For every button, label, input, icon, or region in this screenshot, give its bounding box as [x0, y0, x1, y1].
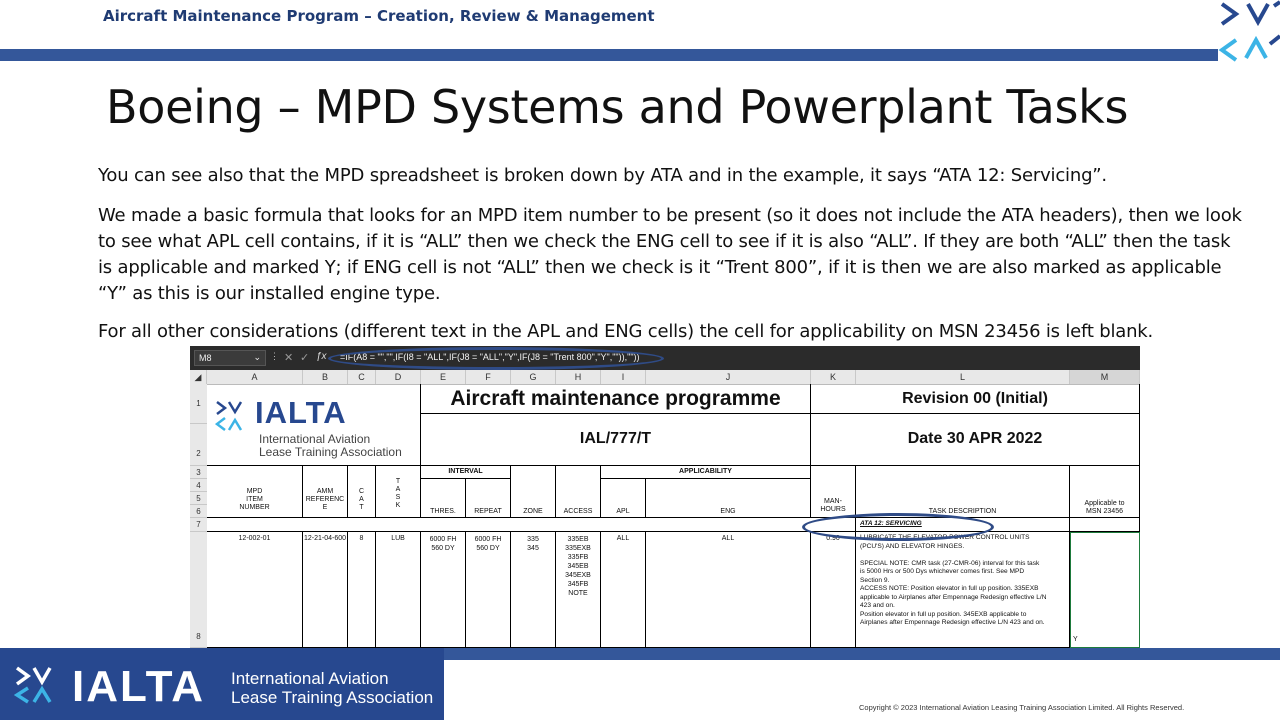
chevron-down-icon[interactable]: ⌄ [253, 352, 261, 362]
cell-applicable-selected[interactable]: Y [1070, 532, 1140, 648]
column-header[interactable]: B [303, 370, 348, 384]
column-header[interactable]: L [856, 370, 1070, 384]
cell-thres[interactable]: 6000 FH 560 DY [421, 532, 466, 648]
column-header[interactable]: F [466, 370, 511, 384]
footer-acronym: IALTA [72, 662, 205, 711]
paragraph-other: For all other considerations (different text in the APL and ENG cells) the cell for applicability on MSN 23456 is left blank. [98, 321, 1154, 342]
copyright-text: Copyright © 2023 International Aviation Leasing Training Association Limited. All Rights Reserved. [859, 703, 1185, 712]
name-box[interactable]: M8 ⌄ [194, 350, 266, 366]
row-header[interactable]: 4 [190, 479, 207, 492]
confirm-icon[interactable]: ✓ [300, 352, 310, 364]
sheet-grid [207, 384, 1140, 648]
column-header[interactable]: I [601, 370, 646, 384]
header-applicable[interactable]: Applicable to MSN 23456 [1070, 466, 1140, 518]
more-icon: ⋮ [270, 351, 279, 361]
header-interval[interactable]: INTERVAL [421, 466, 511, 479]
cell-zone[interactable]: 335 345 [511, 532, 556, 648]
row7-applicable[interactable] [1070, 518, 1140, 532]
cell-amm-ref[interactable]: 12-21-04-600 [303, 532, 348, 648]
header-applicability[interactable]: APPLICABILITY [601, 466, 811, 479]
slide-title: Boeing – MPD Systems and Powerplant Tasks [106, 80, 1129, 134]
cancel-icon[interactable]: ✕ [284, 352, 294, 364]
cell-eng[interactable]: ALL [646, 532, 811, 648]
header-thres[interactable]: THRES. [421, 479, 466, 518]
header-mpd[interactable]: MPD ITEM NUMBER [207, 466, 303, 518]
cell-repeat[interactable]: 6000 FH 560 DY [466, 532, 511, 648]
column-header[interactable]: C [348, 370, 376, 384]
column-header[interactable]: M [1070, 370, 1140, 384]
ata-header-cell[interactable]: ATA 12: SERVICING [856, 518, 1070, 532]
header-zone[interactable]: ZONE [511, 466, 556, 518]
row-header[interactable]: 1 [190, 384, 207, 424]
logo-acronym: IALTA [255, 395, 347, 430]
formula-input[interactable]: =IF(A8 = "","",IF(I8 = "ALL",IF(J8 = "ALL","Y",IF(J8 = "Trent 800","Y","")),"")) [340, 352, 640, 362]
ialta-logo-icon [215, 400, 247, 432]
header-repeat[interactable]: REPEAT [466, 479, 511, 518]
header-amm[interactable]: AMM REFERENC E [303, 466, 348, 518]
date-cell[interactable]: Date 30 APR 2022 [811, 414, 1140, 466]
footer-org-name: International Aviation Lease Training Association [231, 669, 434, 707]
column-headers [190, 370, 1140, 385]
logo-cell[interactable] [207, 384, 421, 466]
row-header[interactable]: 6 [190, 505, 207, 518]
header-title: Aircraft Maintenance Program – Creation, Review & Management [103, 7, 655, 25]
header-bar [0, 49, 1218, 61]
formula-highlight-oval [328, 347, 664, 370]
column-header[interactable]: E [421, 370, 466, 384]
spreadsheet [190, 346, 1140, 648]
ialta-logo-icon [1218, 0, 1280, 62]
header-task-description[interactable]: TASK DESCRIPTION [856, 466, 1070, 518]
cell-apl[interactable]: ALL [601, 532, 646, 648]
ialta-logo-icon [14, 665, 58, 705]
column-header[interactable]: A [207, 370, 303, 384]
row-header[interactable]: 5 [190, 492, 207, 505]
header-eng[interactable]: ENG [646, 479, 811, 518]
column-header[interactable]: G [511, 370, 556, 384]
column-header[interactable]: H [556, 370, 601, 384]
column-header[interactable]: J [646, 370, 811, 384]
header-cat[interactable]: C A T [348, 466, 376, 518]
select-all-corner[interactable]: ◢ [190, 370, 207, 384]
cell-task[interactable]: LUB [376, 532, 421, 648]
cell-access[interactable]: 335EB 335EXB 335FB 345EB 345EXB 345FB NOTE [556, 532, 601, 648]
cell-cat[interactable]: 8 [348, 532, 376, 648]
header-apl[interactable]: APL [601, 479, 646, 518]
cell-mpd-item[interactable]: 12-002-01 [207, 532, 303, 648]
row-header[interactable]: 3 [190, 466, 207, 479]
function-icon[interactable]: ƒx [316, 351, 327, 362]
paragraph-ata: You can see also that the MPD spreadsheet is broken down by ATA and in the example, it says “ATA 12: Servicing”. [98, 165, 1107, 186]
cell-man-hours[interactable]: 0.90 [811, 532, 856, 648]
row-header[interactable]: 8 [190, 532, 207, 648]
logo-name: International Aviation Lease Training Association [259, 432, 402, 459]
paragraph-formula: We made a basic formula that looks for an MPD item number to be present (so it does not include the ATA headers), then we look to see what APL cell contains, if it is “ALL” then we check the ENG cell to see if it is also “ALL”. If they are both “ALL” then the task is applicable and marked Y; if ENG cell is not “ALL” then we check is it “Trent 800”, if it is then we are also marked as applicable “Y” as this is our installed engine type. [98, 205, 1242, 304]
column-header[interactable]: K [811, 370, 856, 384]
header-access[interactable]: ACCESS [556, 466, 601, 518]
doc-ref-cell[interactable]: IAL/777/T [421, 414, 811, 466]
cell-task-description[interactable]: LUBRICATE THE ELEVATOR POWER CONTROL UNITS (PCU'S) AND ELEVATOR HINGES. SPECIAL NOTE: CMR task (27-CMR-06) interval for this task is 5000 Hrs or 500 Dys whichever comes first. See MPD Section 9. ACCESS NOTE: Position elevator in full up position. 335EXB applicable to Airplanes after Empennage Redesign effective L/N 423 and on. Position elevator in full up position. 345EXB applicable to Airplanes after Empennage Redesign effective L/N 423 and on. [856, 532, 1070, 648]
revision-cell[interactable]: Revision 00 (Initial) [811, 384, 1140, 414]
doc-title-cell[interactable]: Aircraft maintenance programme [421, 384, 811, 414]
row-header[interactable]: 2 [190, 424, 207, 466]
row7-empty[interactable] [207, 518, 856, 532]
column-header[interactable]: D [376, 370, 421, 384]
header-man-hours[interactable]: MAN- HOURS [811, 466, 856, 518]
header-task[interactable]: T A S K [376, 466, 421, 518]
row-header[interactable]: 7 [190, 518, 207, 532]
ata-highlight-oval [802, 513, 994, 541]
